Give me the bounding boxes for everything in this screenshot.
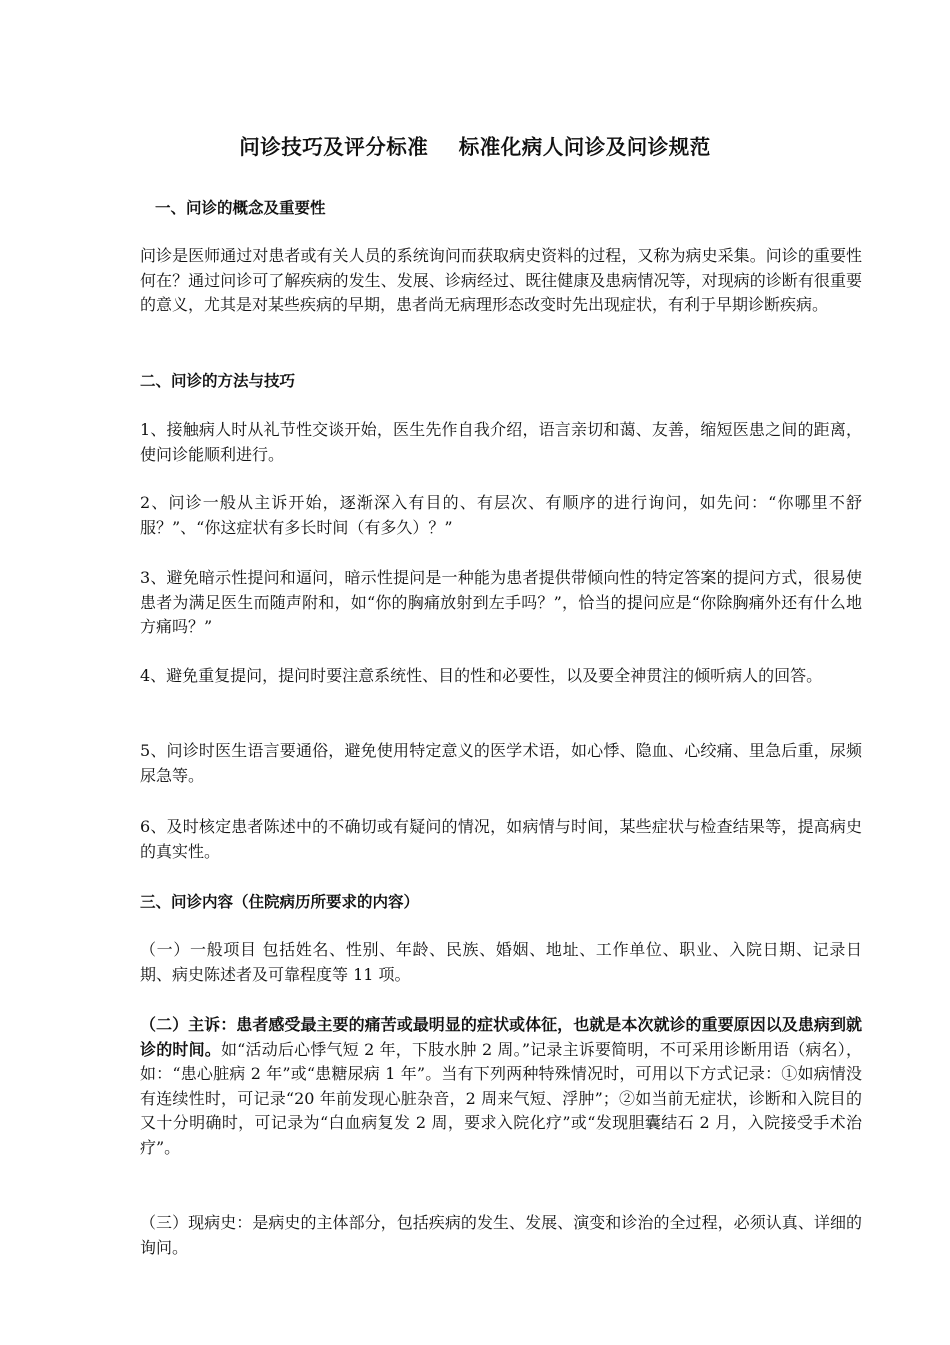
chief-complaint-guidance: 如“活动后心悸气短 2 年，下肢水肿 2 周。”记录主诉要简明，不可采用诊断用语（病名），如：“患心脏病 2 年”或“患糖尿病 1 年”。当有下列两种特殊情况时，可用以下方式记录：①如病情没有连续性时，可记录“20 年前发现心脏杂音，2 周来气短、浮肿”；②如当前无症状，诊断和入院目的又十分明确时，可记录为“白血病复发 2 周，要求入院化疗”或“发现胆囊结石 2 月，入院接受手术治疗”。 [140, 1039, 862, 1157]
technique-item-5: 5、问诊时医生语言要通俗，避免使用特定意义的医学术语，如心悸、隐血、心绞痛、里急后重，尿频尿急等。 [140, 741, 862, 785]
section-3-heading: 三、问诊内容（住院病历所要求的内容） [140, 893, 420, 911]
present-illness-paragraph: （三）现病史：是病史的主体部分，包括疾病的发生、发展、演变和诊治的全过程，必须认真、详细的询问。 [140, 1213, 862, 1257]
section-1-heading: 一、问诊的概念及重要性 [155, 199, 326, 217]
chief-complaint-paragraph [140, 1013, 862, 1161]
technique-item-2: 2、问诊一般从主诉开始，逐渐深入有目的、有层次、有顺序的进行询问，如先问：“你哪里不舒服？”、“你这症状有多长时间（有多久）？” [140, 493, 862, 537]
technique-item-6: 6、及时核定患者陈述中的不确切或有疑问的情况，如病情与时间，某些症状与检查结果等，提高病史的真实性。 [140, 817, 862, 861]
section-2-heading: 二、问诊的方法与技巧 [140, 372, 296, 390]
technique-item-1: 1、接触病人时从礼节性交谈开始，医生先作自我介绍，语言亲切和蔼、友善，缩短医患之间的距离，使问诊能顺利进行。 [140, 420, 862, 464]
chief-complaint-definition: （二）主诉：患者感受最主要的痛苦或最明显的症状或体征，也就是本次就诊的重要原因以及患病到就诊的时间。 [140, 1015, 862, 1059]
technique-item-4: 4、避免重复提问，提问时要注意系统性、目的性和必要性，以及要全神贯注的倾听病人的回答。 [140, 666, 823, 685]
technique-item-3: 3、避免暗示性提问和逼问，暗示性提问是一种能为患者提供带倾向性的特定答案的提问方式，很易使患者为满足医生而随声附和，如“你的胸痛放射到左手吗？”，恰当的提问应是“你除胸痛外还有什么地方痛吗？” [140, 568, 862, 637]
page-title: 问诊技巧及评分标准 标准化病人问诊及问诊规范 [239, 135, 711, 159]
general-items-paragraph: （一）一般项目 包括姓名、性别、年龄、民族、婚姻、地址、工作单位、职业、入院日期、记录日期、病史陈述者及可靠程度等 11 项。 [140, 940, 862, 984]
section-1-paragraph: 问诊是医师通过对患者或有关人员的系统询问而获取病史资料的过程，又称为病史采集。问诊的重要性何在？通过问诊可了解疾病的发生、发展、诊病经过、既往健康及患病情况等，对现病的诊断有很重要的意义，尤其是对某些疾病的早期，患者尚无病理形态改变时先出现症状，有利于早期诊断疾病。 [140, 246, 862, 315]
